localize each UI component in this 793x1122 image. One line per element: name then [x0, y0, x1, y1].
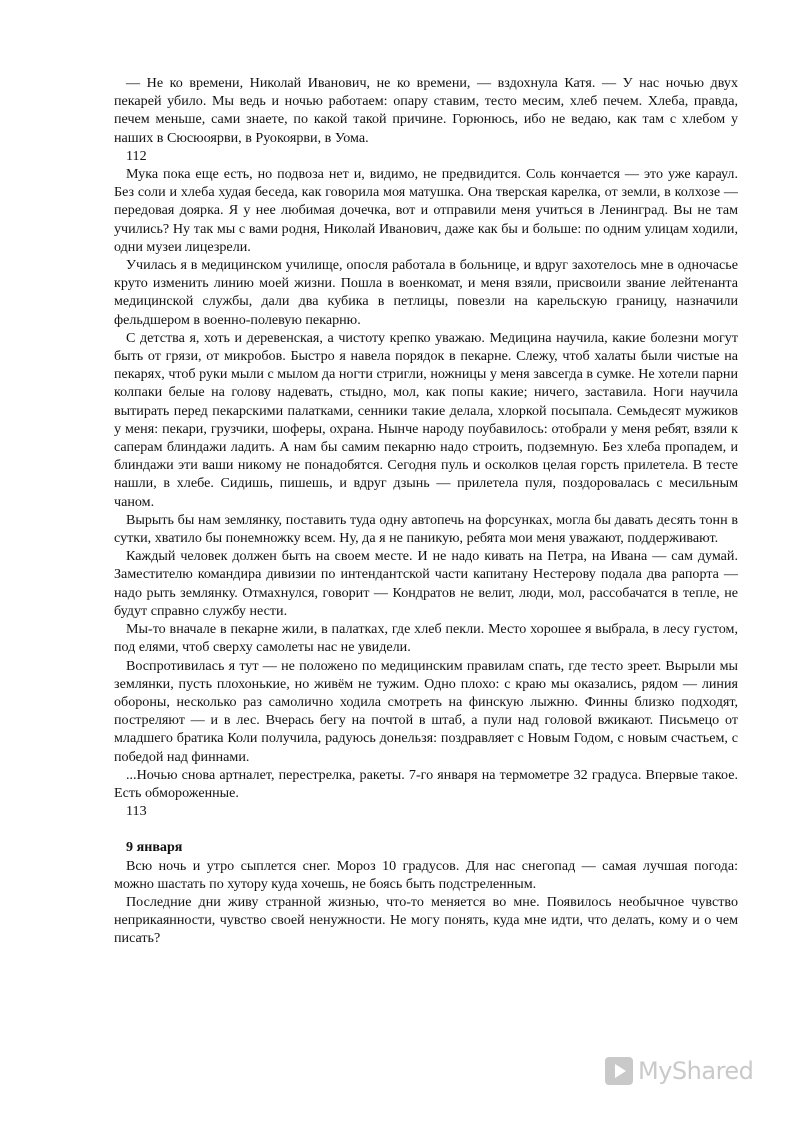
watermark-text: MyShared — [638, 1057, 754, 1085]
play-icon — [604, 1056, 634, 1086]
spacer — [114, 820, 738, 838]
paragraph: Последние дни живу странной жизнью, что-то меняется во мне. Появилось необычное чувство неприкаянности, чувство своей ненужности. Не могу понять, куда мне идти, что делать, кому и о чем писать? — [114, 893, 738, 947]
paragraph: Вырыть бы нам землянку, поставить туда одну автопечь на форсунках, могла бы давать десять тонн в сутки, хватило бы понемножку всем. Ну, да я не паникую, ребята мои меня уважают, поддерживают. — [114, 511, 738, 547]
paragraph: Мы-то вначале в пекарне жили, в палатках, где хлеб пекли. Место хорошее я выбрала, в лесу густом, под елями, чтоб сверху самолеты нас не увидели. — [114, 621, 738, 656]
paragraph: С детства я, хоть и деревенская, а чистоту крепко уважаю. Медицина научила, какие болезни могут быть от грязи, от микробов. Быстро я навела порядок в пекарне. Слежу, чтоб халаты были чистые на пекарях, чтоб руки мыли с мылом да ногти стригли, ножницы у меня завсегда в сумке. Не хотели парни колпаки белые на голову надевать, стыдно, мол, как попы какие; ничего, заставила. Ноги научила вытирать перед пекарскими палатками, сенники такие делала, хлоркой посыпала. Семьдесят мужиков у меня: пекари, грузчики, шоферы, охрана. Нынче народу поубавилось: отобрали у меня ребят, взяли к саперам блиндажи ладить. А нам бы самим пекарню надо строить, подземную. Без хлеба пропадем, и блиндажи эти ваши никому не понадобятся. Сегодня пуль и осколков целая горсть прилетела. В тесте нашли, в хлебе. Сидишь, пишешь, и вдруг дзынь — прилетела пуля, поздоровалась с месильным чаном. — [114, 329, 738, 510]
paragraph: Каждый человек должен быть на своем месте. И не надо кивать на Петра, на Ивана — сам думай. Заместителю командира дивизии по интендантской части капитану Нестерову подала два рапорта — надо рыть землянку. Отмахнулся, говорит — Кондратов не велит, люди, мол, рассобачатся в тепле, не будут справно службу нести. — [114, 548, 738, 619]
section-heading: 9 января — [126, 839, 183, 856]
page-number: 113 — [126, 803, 147, 820]
paragraph: Училась я в медицинском училище, опосля работала в больнице, и вдруг захотелось мне в одночасье круто изменить линию моей жизни. Пошла в военкомат, и меня взяли, присвоили звание лейтенанта медицинской службы, дали два кубика в петлицы, повезли на карельскую границу, назначили фельдшером в военно-полевую пекарню. — [114, 257, 738, 328]
paragraph: Всю ночь и утро сыплется снег. Мороз 10 градусов. Для нас снегопад — самая лучшая погода: можно шастать по хутору куда хочешь, не боясь быть подстреленным. — [114, 857, 738, 892]
paragraph: Воспротивилась я тут — не положено по медицинским правилам спать, где тесто зреет. Вырыли мы землянки, пусть плохонькие, но живём не тужим. Одно плохо: с краю мы оказались, рядом — линия обороны, несколько раз самолично ходила смотреть на финскую лыжню. Финны близко подходят, постреляют — и в лес. Вчерась бегу на почтой в штаб, а пули над головой вжикают. Письмецо от младшего братика Коли получила, радуюсь донельзя: поздравляет с Новым Годом, с новым счастьем, с победой над финнами. — [114, 657, 738, 765]
watermark-logo — [604, 1056, 753, 1086]
paragraph: ...Ночью снова артналет, перестрелка, ракеты. 7-го января на термометре 32 градуса. Впервые такое. Есть обмороженные. — [114, 766, 738, 801]
paragraph: Мука пока еще есть, но подвоза нет и, видимо, не предвидится. Соль кончается — это уже караул. Без соли и хлеба худая беседа, как говорила моя матушка. Она тверская карелка, от земли, в колхозе — передовая доярка. Я у нее любимая дочечка, вот и отправили меня учиться в Ленинград. Вы не там учились? Ну так мы с вами родня, Николай Иванович, даже как бы и больше: по одним улицам ходили, одни музеи лицезрели. — [114, 166, 738, 255]
paragraph: — Не ко времени, Николай Иванович, не ко времени, — вздохнула Катя. — У нас ночью двух пекарей убило. Мы ведь и ночью работаем: опару ставим, тесто месим, хлеб печем. Хлеба, правда, печем меньше, сами знаете, по какой такой причине. Горюнюсь, ибо не ведаю, как там с хлебом у наших в Сюсюоярви, в Руокоярви, в Уома. — [114, 75, 738, 146]
document-page — [114, 74, 738, 948]
page-number: 112 — [126, 147, 147, 164]
